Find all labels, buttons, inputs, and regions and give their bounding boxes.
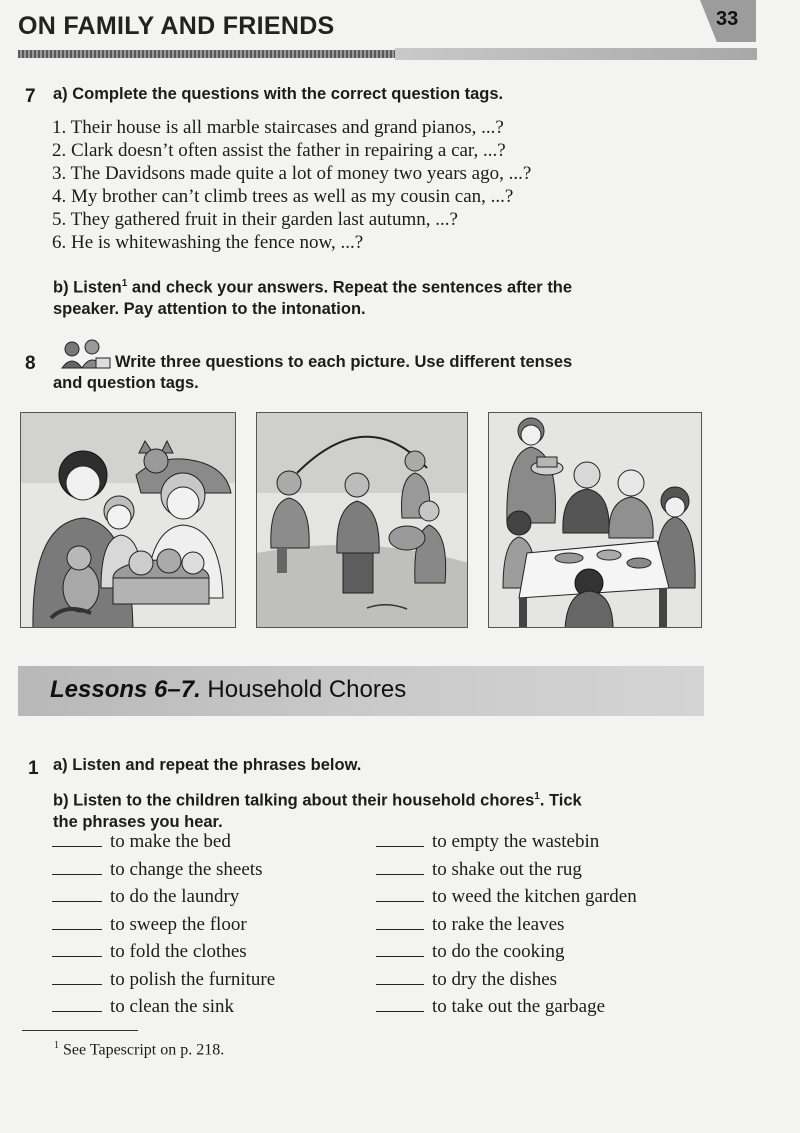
chore-label: to take out the garbage (432, 996, 606, 1017)
chore-label: to weed the kitchen garden (432, 886, 637, 907)
picture-family-with-cats (20, 412, 236, 628)
page-header-title: ON FAMILY AND FRIENDS (18, 12, 335, 40)
exercise-7b-text-start: b) Listen (53, 278, 122, 297)
chore-item[interactable] (52, 859, 275, 887)
picture-fishing-scene (256, 412, 468, 628)
sentence-2: 2. Clark doesn’t often assist the father in repairing a car, ...? (52, 140, 506, 161)
exercise-1a-instruction: a) Listen and repeat the phrases below. (53, 756, 362, 774)
exercise-1b-text-end: . Tick (539, 791, 582, 810)
exercise-7-number: 7 (25, 86, 36, 107)
chores-list-right (376, 831, 637, 1024)
picture-family-dinner (488, 412, 702, 628)
exercise-8-number: 8 (25, 353, 36, 374)
exercise-1-number: 1 (28, 758, 39, 779)
footnote-number: 1 (54, 1040, 59, 1051)
exercise-7-sentences (52, 116, 772, 254)
sentence-6: 6. He is whitewashing the fence now, ...? (52, 232, 364, 253)
tick-blank[interactable] (376, 941, 424, 957)
footnote-marker: 1 (121, 278, 128, 289)
tick-blank[interactable] (376, 886, 424, 902)
sentence-3: 3. The Davidsons made quite a lot of money two years ago, ...? (52, 163, 532, 184)
exercise-8-line-1: Write three questions to each picture. Use different tenses (115, 353, 573, 371)
sentence-4: 4. My brother can’t climb trees as well as my cousin can, ...? (52, 186, 514, 207)
tick-blank[interactable] (52, 914, 102, 930)
chore-label: to polish the furniture (110, 968, 276, 990)
sentence-5: 5. They gathered fruit in their garden last autumn, ...? (52, 209, 458, 230)
chore-label: to do the laundry (110, 886, 240, 907)
chore-label: to fold the clothes (110, 941, 247, 962)
chore-item[interactable] (52, 969, 275, 997)
chore-item[interactable] (376, 969, 637, 997)
chore-item[interactable] (376, 886, 637, 914)
exercise-7a-instruction: a) Complete the questions with the correct question tags. (53, 85, 504, 103)
lesson-title (50, 676, 406, 704)
footnote-marker: 1 (534, 791, 540, 802)
header-rule-shade (395, 48, 757, 60)
tick-blank[interactable] (376, 831, 424, 847)
chore-label: to empty the wastebin (432, 831, 600, 852)
exercise-1b-instruction (53, 786, 773, 833)
tick-blank[interactable] (52, 969, 102, 985)
chores-list-left (52, 831, 275, 1024)
chore-item[interactable] (52, 941, 275, 969)
chore-label: to change the sheets (110, 858, 263, 880)
footnote-rule (22, 1030, 138, 1031)
exercise-7b-text-end: and check your answers. Repeat the sentences after the (127, 278, 573, 297)
tick-blank[interactable] (52, 859, 102, 875)
chore-item[interactable] (376, 941, 637, 969)
lesson-range: Lessons 6–7. (50, 676, 201, 703)
tick-blank[interactable] (52, 886, 102, 902)
exercise-1b-line-2: the phrases you hear. (53, 812, 223, 831)
exercise-7b-instruction (53, 273, 773, 320)
chore-label: to rake the leaves (432, 913, 565, 935)
chore-item[interactable] (376, 831, 637, 859)
chore-label: to do the cooking (432, 941, 565, 962)
exercise-1b-text-start: b) Listen to the children talking about their household chores (53, 791, 535, 810)
tick-blank[interactable] (376, 996, 424, 1012)
chore-item[interactable] (376, 914, 637, 942)
chore-label: to make the bed (110, 831, 231, 852)
tick-blank[interactable] (376, 859, 424, 875)
chore-item[interactable] (376, 996, 637, 1024)
exercise-8-line-2: and question tags. (53, 374, 199, 392)
exercise-8-instruction (53, 352, 773, 394)
tick-blank[interactable] (376, 969, 424, 985)
chore-item[interactable] (52, 914, 275, 942)
lesson-topic: Household Chores (200, 676, 407, 703)
chore-label: to clean the sink (110, 996, 234, 1017)
tick-blank[interactable] (52, 831, 102, 847)
chore-item[interactable] (52, 996, 275, 1024)
tick-blank[interactable] (52, 941, 102, 957)
chore-label: to sweep the floor (110, 913, 247, 935)
chore-label: to dry the dishes (432, 968, 558, 990)
chore-item[interactable] (376, 859, 637, 887)
footnote (54, 1040, 224, 1059)
chore-label: to shake out the rug (432, 858, 582, 880)
footnote-text: See Tapescript on p. 218. (59, 1041, 225, 1059)
page-number: 33 (716, 8, 739, 30)
tick-blank[interactable] (376, 914, 424, 930)
chore-item[interactable] (52, 831, 275, 859)
sentence-1: 1. Their house is all marble staircases and grand pianos, ...? (52, 117, 504, 138)
chore-item[interactable] (52, 886, 275, 914)
tick-blank[interactable] (52, 996, 102, 1012)
exercise-7b-line-2: speaker. Pay attention to the intonation. (53, 299, 366, 318)
